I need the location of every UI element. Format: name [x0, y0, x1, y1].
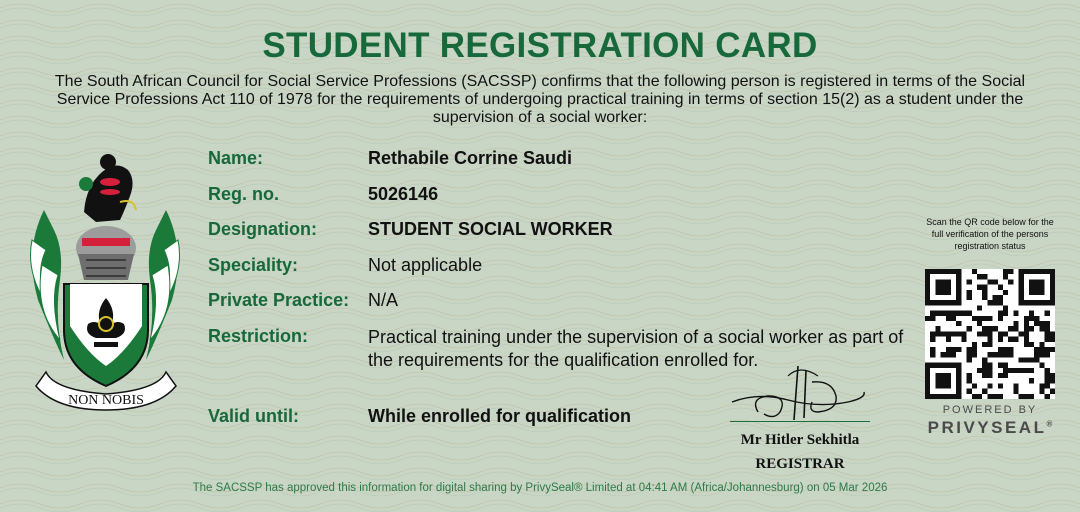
restriction-label: Restriction: [208, 326, 309, 346]
valid-until-label: Valid until: [208, 406, 300, 426]
signature-line [730, 421, 870, 422]
powered-by-label: POWERED BY [942, 404, 1038, 416]
speciality-value: Not applicable [368, 255, 483, 275]
verification-qr-code[interactable] [925, 269, 1055, 399]
name-value: Rethabile Corrine Saudi [368, 148, 573, 168]
reg-no-label: Reg. no. [208, 184, 279, 204]
name-label: Name: [208, 148, 264, 168]
private-practice-label: Private Practice: [208, 290, 350, 310]
card-title: STUDENT REGISTRATION CARD [262, 26, 818, 65]
reg-no-value: 5026146 [368, 184, 439, 204]
restriction-value: Practical training under the supervision of a social worker as part of the requirements for the qualification enrolled for. [368, 327, 904, 370]
registrar-title: REGISTRAR [755, 456, 845, 472]
private-practice-value: N/A [368, 290, 399, 310]
designation-value: STUDENT SOCIAL WORKER [368, 219, 613, 239]
registrar-signature [728, 362, 868, 424]
registered-mark: ® [1046, 419, 1053, 429]
designation-label: Designation: [208, 219, 318, 239]
intro-text: The South African Council for Social Service Professions (SACSSP) confirms that the following person is registered in terms of the Social Service Professions Act 110 of 1978 for the requirements of undergoing practical training in terms of section 15(2) as a student under the supervision of a social worker: [54, 73, 1026, 126]
speciality-label: Speciality: [208, 255, 299, 275]
valid-until-value: While enrolled for qualification [368, 406, 632, 426]
privyseal-logo [920, 418, 1060, 438]
sacssp-crest-logo [24, 150, 186, 412]
privyseal-brand-text: PRIVYSEAL [927, 418, 1047, 437]
crest-motto: NON NOBIS [68, 393, 144, 408]
registrar-name: Mr Hitler Sekhitla [740, 432, 860, 448]
footer-disclaimer: The SACSSP has approved this information for digital sharing by PrivySeal® Limited at 04:41 AM (Africa/Johannesburg) on 05 Mar 2026 [192, 482, 888, 494]
qr-instructions: Scan the QR code below for the full verification of the persons registration status [926, 217, 1054, 251]
